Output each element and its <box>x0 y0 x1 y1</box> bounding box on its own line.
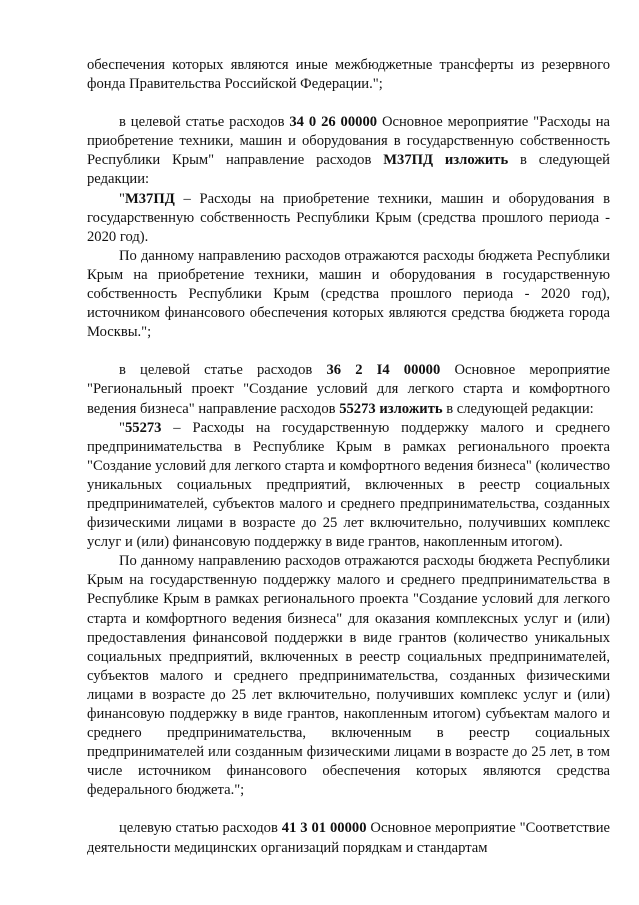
definition-text: – Расходы на государственную поддержку малого и среднего предпринимательства в Республике Крым в рамках регионального проекта "Создание условий для легкого старта и комфортного ведения бизнеса" (количество уникальных социальных предприятий, включенных в реестр социальных предпринимателей, субъектов малого и среднего предпринимательства, созданных физическими лицами в возрасте до 25 лет включительно, получивших комплекс услуг и (или) финансовую поддержку в виде грантов, накопленным итогом). <box>87 419 610 551</box>
amendment-34-0-26 <box>87 113 610 189</box>
amendment-text: в целевой статье расходов <box>119 114 290 131</box>
amendment-text: Основное мероприятие "Соответствие деятельности медицинских организаций порядкам и стандартам <box>87 820 610 856</box>
expense-direction-code: М37ПД <box>124 190 175 207</box>
definition-55273: "55273 – Расходы на государственную поддержку малого и среднего предпринимательства в Республике Крым в рамках регионального проекта "Создание условий для легкого старта и комфортного ведения бизнеса" (количество уникальных социальных предприятий, включенных в реестр социальных предпринимателей, субъектов малого и среднего предпринимательства, созданных физическими лицами в возрасте до 25 лет включительно, получивших комплекс услуг и (или) финансовую поддержку в виде грантов, накопленным итогом). <box>87 419 610 551</box>
target-article-code: 36 2 I4 00000 <box>326 362 441 379</box>
definition-m37pd: "М37ПД – Расходы на приобретение техники, машин и оборудования в государственную собственность Республики Крым (средства прошлого периода - 2020 год). <box>87 190 610 245</box>
spacer <box>87 800 610 819</box>
spacer <box>87 94 610 113</box>
amendment-text: Основное мероприятие "Региональный проект "Создание условий для легкого старта и комфортного ведения бизнеса" направление расходов <box>87 362 610 417</box>
spacer <box>87 342 610 361</box>
explanation-55273: По данному направлению расходов отражаются расходы бюджета Республики Крым на государственную поддержку малого и среднего предпринимательства в Республике Крым в рамках регионального проекта "Создание условий для легкого старта и комфортного ведения бизнеса" для оказания комплексных услуг и (или) предоставления финансовой поддержки в виде грантов (количество уникальных социальных предприятий, включенных в реестр социальных предпринимателей, субъектов малого и среднего предпринимательства, созданных физическими лицами в возрасте до 25 лет включительно, получивших комплекс услуг и (или) финансовую поддержку в виде грантов, накопленным итогом) субъектам малого и среднего предпринимательства, включенным в реестр социальных предпринимателей или созданным физическими лицами в возрасте до 25 лет, в том числе источником финансового обеспечения которых являются средства федерального бюджета."; <box>87 553 610 799</box>
expense-direction-code: 55273 <box>124 419 162 436</box>
amendment-text: в следующей редакции: <box>87 152 610 188</box>
amendment-36-2-i4 <box>87 361 610 418</box>
amend-verb: изложить <box>444 152 509 169</box>
amend-verb: изложить <box>379 400 443 417</box>
amendment-text: в целевой статье расходов <box>119 362 327 379</box>
amendment-text: целевую статью расходов <box>119 820 282 837</box>
target-article-code: 41 3 01 00000 <box>281 820 367 837</box>
target-article-code: 34 0 26 00000 <box>289 114 378 131</box>
amendment-text: Основное мероприятие "Расходы на приобретение техники, машин и оборудования в государственную собственность Республики Крым" направление расходов <box>87 114 610 169</box>
explanation-m37pd: По данному направлению расходов отражаются расходы бюджета Республики Крым на приобретение техники, машин и оборудования в государственную собственность Республики Крым (средства прошлого периода - 2020 год), источником финансового обеспечения которых являются средства бюджета города Москвы."; <box>87 247 610 341</box>
expense-direction-code: М37ПД <box>383 152 434 169</box>
amendment-text: в следующей редакции: <box>442 400 594 417</box>
paragraph-continuation: обеспечения которых являются иные межбюджетные трансферты из резервного фонда Правительства Российской Федерации."; <box>87 57 610 93</box>
amendment-41-3-01 <box>87 819 610 857</box>
expense-direction-code: 55273 <box>339 400 376 417</box>
definition-text: – Расходы на приобретение техники, машин и оборудования в государственную собственность Республики Крым (средства прошлого периода - 2020 год). <box>87 190 610 245</box>
document-page <box>87 56 610 858</box>
